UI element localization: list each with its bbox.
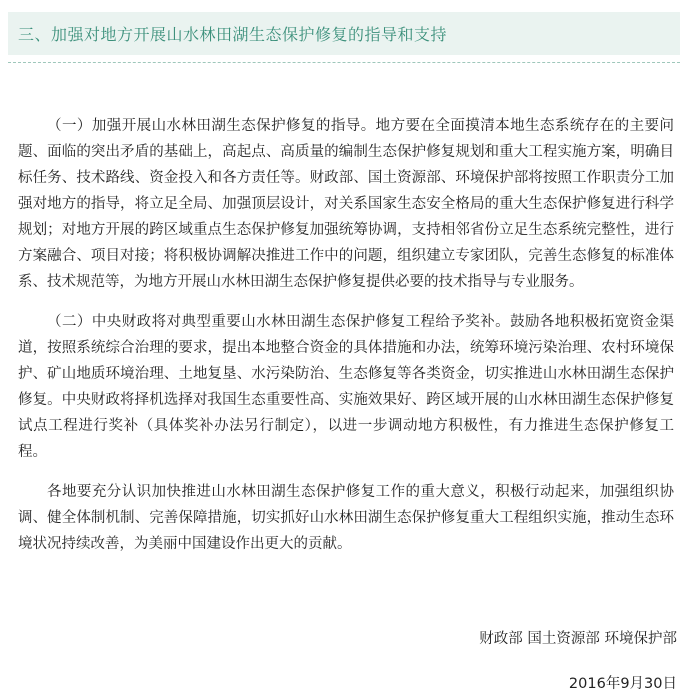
header-divider [8, 62, 680, 63]
issuing-departments: 财政部 国土资源部 环境保护部 [479, 631, 677, 647]
paragraph-closing: 各地要充分认识加快推进山水林田湖生态保护修复工作的重大意义，积极行动起来，加强组织协调、健全体制机制、完善保障措施，切实抓好山水林田湖生态保护修复重大工程组织实施，推动生态环境状况持续改善，为美丽中国建设作出更大的贡献。 [18, 484, 674, 552]
issue-date: 2016年9月30日 [568, 676, 677, 692]
section-header [8, 12, 680, 55]
section-title: 三、加强对地方开展山水林田湖生态保护修复的指导和支持 [18, 25, 448, 44]
paragraph-guidance: （一）加强开展山水林田湖生态保护修复的指导。地方要在全面摸清本地生态系统存在的主要问题、面临的突出矛盾的基础上，高起点、高质量的编制生态保护修复规划和重大工程实施方案，明确目标任务、技术路线、资金投入和各方责任等。财政部、国土资源部、环境保护部将按照工作职责分工加强对地方的指导，将立足全局、加强顶层设计，对关系国家生态安全格局的重大生态保护修复进行科学规划；对地方开展的跨区域重点生态保护修复加强统筹协调，支持相邻省份立足生态系统完整性，进行方案融合、项目对接；将积极协调解决推进工作中的问题，组织建立专家团队，完善生态修复的标准体系、技术规范等，为地方开展山水林田湖生态保护修复提供必要的技术指导与专业服务。 [18, 118, 674, 290]
article-body [18, 113, 674, 571]
paragraph-central-finance: （二）中央财政将对典型重要山水林田湖生态保护修复工程给予奖补。鼓励各地积极拓宽资金渠道，按照系统综合治理的要求，提出本地整合资金的具体措施和办法，统筹环境污染治理、农村环境保护、矿山地质环境治理、土地复垦、水污染防治、生态修复等各类资金，切实推进山水林田湖生态保护修复。中央财政将择机选择对我国生态重要性高、实施效果好、跨区域开展的山水林田湖生态保护修复试点工程进行奖补（具体奖补办法另行制定），以进一步调动地方积极性，有力推进生态保护修复工程。 [18, 314, 674, 460]
